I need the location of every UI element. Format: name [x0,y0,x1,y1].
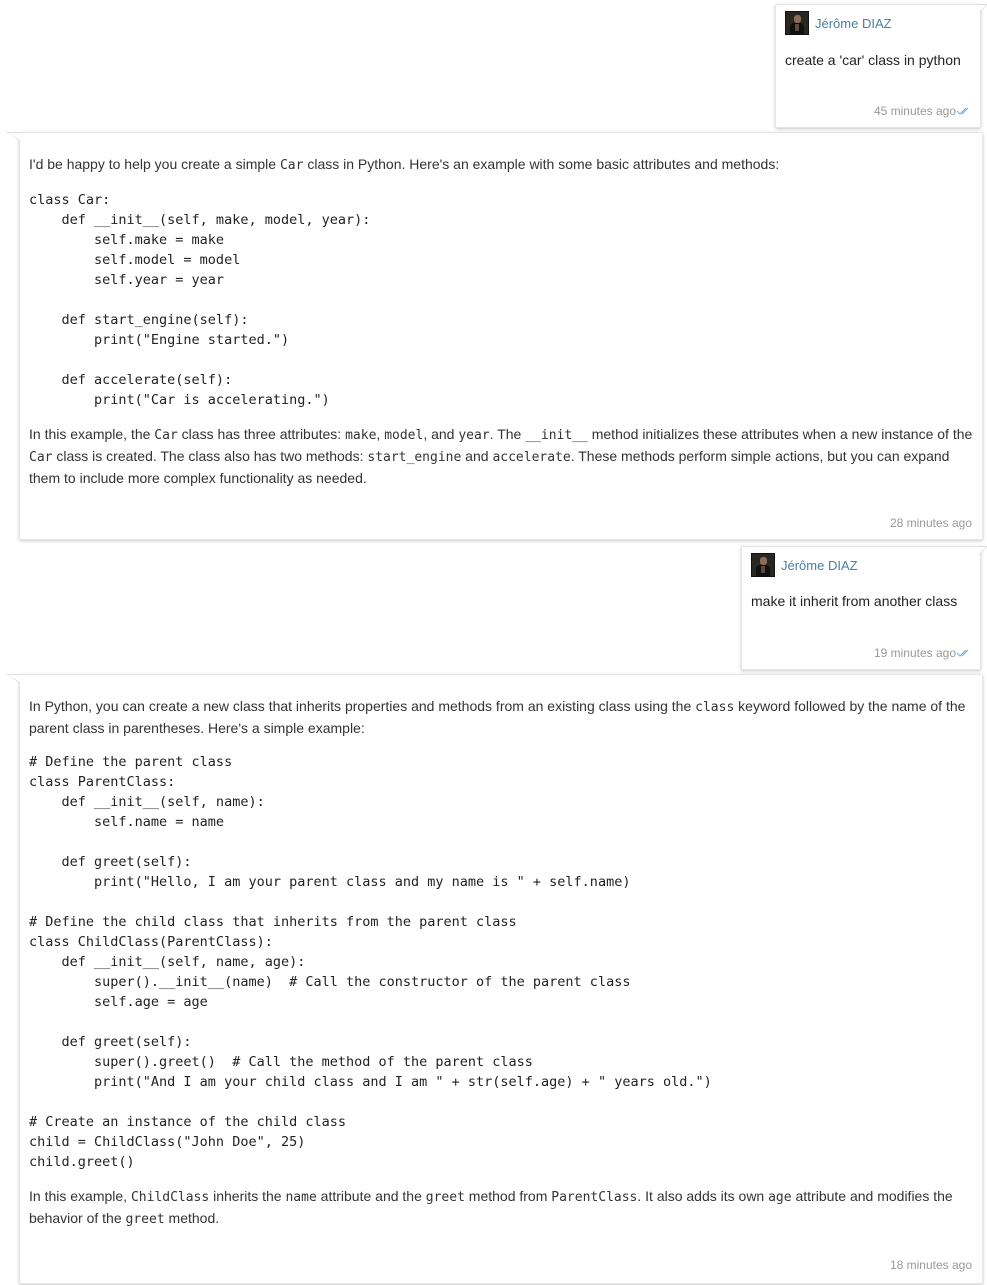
inline-code: __init__ [525,428,588,443]
inline-code: year [458,428,490,443]
assistant-message-1 [19,132,983,540]
inline-code: name [285,1190,317,1205]
inline-code: model [384,428,424,443]
outro-paragraph: In this example, ChildClass inherits the name attribute and the greet method from ParentClass. It also adds its own age attribute and modifies the behavior of the greet method. [29,1188,953,1227]
message-body [29,154,973,488]
inline-code: greet [125,1212,165,1227]
user-message-1 [775,4,981,128]
assistant-message-2 [19,674,983,1284]
inline-code: Car [154,428,178,443]
intro-paragraph: In Python, you can create a new class that inherits properties and methods from an existing class using the class keyword followed by the name of the parent class in parentheses. Here's a simple example: [29,698,966,736]
message-timestamp: 18 minutes ago [889,1258,972,1272]
inline-code: ParentClass [551,1190,638,1205]
bubble-tail [6,132,20,141]
bubble-tail [979,546,987,555]
message-text: make it inherit from another class [751,593,958,609]
message-timestamp: 28 minutes ago [889,516,972,530]
author-name[interactable]: Jérôme DIAZ [781,557,858,573]
inline-code: Car [279,158,304,173]
message-author [785,10,892,36]
avatar[interactable] [785,11,809,35]
intro-paragraph: I'd be happy to help you create a simple Car class in Python. Here's an example with some basic attributes and methods: [29,156,780,173]
user-message-2 [741,546,981,670]
inline-code: accelerate [492,450,571,465]
inline-code: age [768,1190,792,1205]
code-block[interactable]: class Car: def __init__(self, make, model, year): self.make = make self.model = model self.year = year def start_engine(self): print("Engine started.") def accelerate(self): print("Car is accelerating.") [29,192,371,408]
inline-code: greet [425,1190,465,1205]
code-block[interactable]: # Define the parent class class ParentClass: def __init__(self, name): self.name = name def greet(self): print("Hello, I am your parent class and my name is " + self.name) # Define the child class that inherits from the parent class class ChildClass(ParentClass): def __init__(self, name, age): super().__init__(name) # Call the constructor of the parent class self.age = age def greet(self): super().greet() # Call the method of the parent class print("And I am your child class and I am " + str(self.age) + " years old.") # Create an instance of the child class child = ChildClass("John Doe", 25) child.greet() [29,754,712,1170]
avatar[interactable] [751,553,775,577]
double-check-icon [956,648,972,658]
message-timestamp: 19 minutes ago [873,646,956,660]
outro-paragraph: In this example, the Car class has three attributes: make, model, and year. The __init__ method initializes these attributes when a new instance of the Car class is created. The class also has two methods: start_engine and accelerate. These methods perform simple actions, but you can expand them to include more complex functionality as needed. [29,426,973,486]
message-author [751,552,858,578]
message-timestamp: 45 minutes ago [873,104,956,118]
inline-code: Car [29,450,53,465]
inline-code: start_engine [367,450,462,465]
double-check-icon [956,106,972,116]
message-body [29,696,973,1230]
message-text: create a 'car' class in python [785,52,961,68]
bubble-tail [979,4,987,13]
author-name[interactable]: Jérôme DIAZ [815,15,892,31]
inline-code: ChildClass [130,1190,210,1205]
inline-code: class [695,700,735,715]
bubble-tail [6,674,20,683]
inline-code: make [345,428,377,443]
